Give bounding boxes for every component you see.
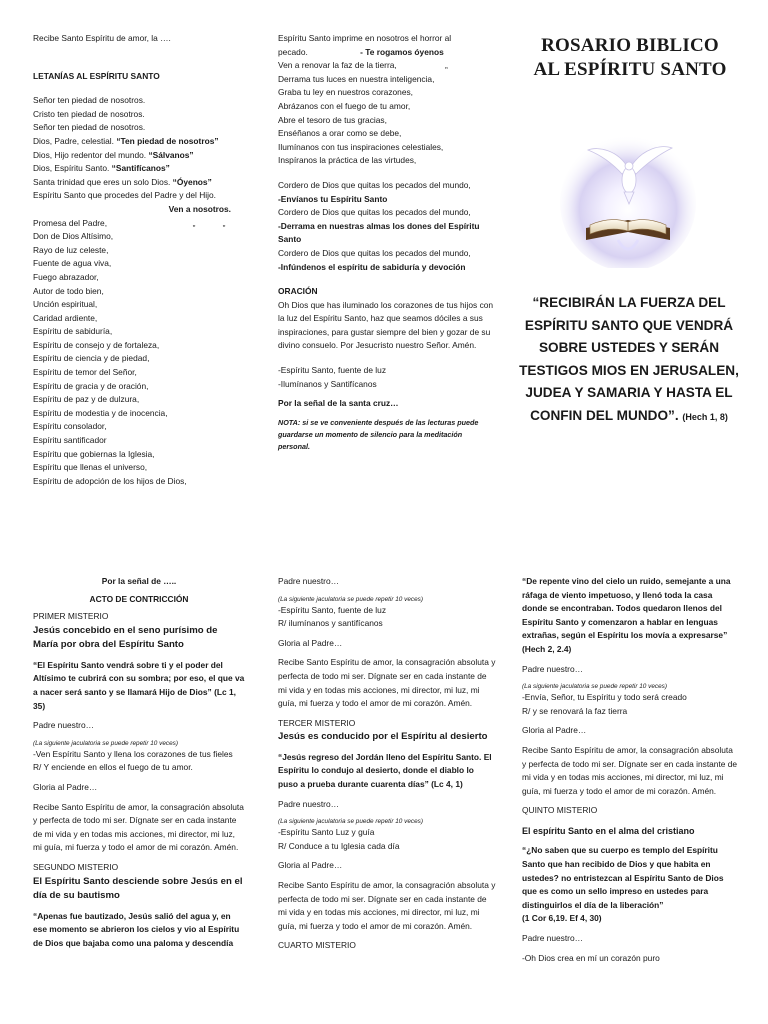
invocation-item: Espíritu de paz y de dulzura, (33, 394, 140, 405)
invocation-item: Espíritu consolador, (33, 421, 107, 432)
sign-of: Por la señal de ….. (101, 576, 177, 586)
lamb-of-god (278, 179, 496, 274)
invocation-item: Espíritu de modestia y de inocencia, (33, 407, 168, 418)
cover-quote (518, 292, 740, 429)
cover-title-2: AL ESPÍRITU SANTO (533, 59, 727, 80)
gloria: Gloria al Padre… (522, 725, 587, 736)
panel-top-right (520, 34, 740, 82)
mystery-4-label: CUARTO MISTERIO (278, 940, 356, 951)
dove-over-bible-icon (558, 128, 698, 268)
invocation-item: Don de Dios Altísimo, (33, 231, 114, 242)
nota: NOTA: si se ve conveniente después de las lecturas puede guardarse un momento de silencio para la meditación personal. (278, 417, 479, 451)
jaculatoria-4: -Envía, Señor, tu Espíritu y todo será creado (522, 692, 687, 703)
gloria-2: Gloria al Padre… (278, 860, 343, 871)
panel-top-left (33, 32, 245, 488)
jaculatoria-2: -Espíritu Santo, fuente de luz (278, 604, 387, 615)
panel-top-middle (278, 32, 496, 453)
invocation-item: Espíritu que gobiernas la Iglesia, (33, 448, 155, 459)
litany-line (33, 121, 245, 135)
mystery-3-title: Jesús es conducido por el Espíritu al desierto (278, 731, 488, 743)
consagracion-2: Recibe Santo Espíritu de amor, la consagración absoluta y perfecta de todo mi ser. Dígnate ser en cada instante de mi vida y en todas mis acciones, mi director, mi luz, mi guía, mi fuerza y todo el amor de mi corazón. Amén. (278, 880, 496, 931)
consagracion: Recibe Santo Espíritu de amor, la consagración absoluta y perfecta de todo mi ser. Dígnate ser en cada instante de mi vida y en todas mis acciones, mi director, mi luz, mi guía, mi fuerza y todo el amor de mi corazón. Amén. (33, 801, 244, 853)
ditto-marks (179, 217, 239, 231)
invocation-item: Espíritu de gracia y de oración, (33, 380, 149, 391)
jaculatoria-1: -Ven Espíritu Santo y llena los corazones de tus fieles (33, 748, 233, 759)
jaculatoria-3-response: R/ Conduce a tu Iglesia cada día (278, 840, 400, 851)
oracion-text: Oh Dios que has iluminado los corazones de tus hijos con la luz del Espíritu Santo, haz que seamos dóciles a sus inspiraciones, para gustar siempre del bien y gozar de su divino consuelo. Por Jesucristo nuestro Señor. Amén. (278, 299, 494, 351)
petition-list (278, 73, 496, 168)
pecado-text: pecado. (278, 46, 308, 57)
padre-nuestro: Padre nuestro… (278, 576, 339, 586)
invocation-item: Espíritu de adopción de los hijos de Dios, (33, 475, 187, 486)
consagracion: Recibe Santo Espíritu de amor, la consagración absoluta y perfecta de todo mi ser. Dígnate ser en cada instante de mi vida y en todas mis acciones, mi director, mi luz, mi guía, mi fuerza y todo el amor de mi corazón. Amén. (278, 657, 496, 709)
cover-quote-block (518, 292, 740, 429)
litany-line (33, 189, 245, 203)
mystery-2-label: SEGUNDO MISTERIO (33, 861, 119, 872)
lamb-response: -Derrama en nuestras almas los dones del Espíritu Santo (278, 220, 480, 245)
closing-1: -Espíritu Santo, fuente de luz (278, 365, 387, 376)
litany-line-text: Santa trinidad que eres un solo Dios. (33, 176, 173, 187)
mystery-4-quote: “De repente vino del cielo un ruido, semejante a una ráfaga de viento impetuoso, y llenó toda la casa donde se encontraban. Todos quedaron llenos del Espíritu Santo y comenzaron a hablar en lenguas extrañas, según el Espíritu los movía a expresarse” (Hech 2, 2.4) (522, 576, 731, 654)
mystery-5-ref: (1 Cor 6,19. Ef 4, 30) (522, 913, 602, 924)
lamb-response: -Infúndenos el espíritu de sabiduría y devoción (278, 261, 466, 272)
cover-quote-ref: (Hech 1, 8) (682, 411, 728, 422)
renovar-text: Ven a renovar la faz de la tierra, (278, 60, 397, 71)
invocation-item: Espíritu de sabiduría, (33, 326, 113, 337)
panel-bottom-middle (278, 575, 496, 953)
ditto-mark: „ (222, 217, 226, 228)
act-contrition: ACTO DE CONTRICCIÓN (89, 593, 189, 604)
panel-bottom-right (522, 575, 738, 965)
invocation-item: Espíritu de consejo y de fortaleza, (33, 339, 160, 350)
te-rogamos: - Te rogamos óyenos (360, 46, 444, 57)
gloria: Gloria al Padre… (33, 781, 98, 792)
gloria: Gloria al Padre… (278, 637, 343, 648)
jaculatoria-response: R/ Y enciende en ellos el fuego de tu amor. (33, 762, 193, 773)
petition-item: Abrázanos con el fuego de tu amor, (278, 100, 411, 111)
padre-nuestro: Padre nuestro… (33, 720, 94, 731)
padre-nuestro: Padre nuestro… (522, 663, 583, 674)
closing-2: -Ilumínanos y Santifícanos (278, 378, 377, 389)
invocation-item: Autor de todo bien, (33, 285, 104, 296)
mystery-5-title: El espíritu Santo en el alma del cristiano (522, 825, 695, 836)
litany-line-response: “Santifícanos” (111, 163, 170, 174)
dove-bible-image (558, 128, 698, 268)
invocation-item: Espíritu santificador (33, 435, 107, 446)
consagracion: Recibe Santo Espíritu de amor, la consagración absoluta y perfecta de todo mi ser. Dígnate ser en cada instante de mi vida y en todas mis acciones, mi director, mi luz, mi guía, mi fuerza y todo el amor de mi corazón. Amén. (522, 744, 738, 796)
mystery-1-title: Jesús concebido en el seno purísimo de María por obra del Espíritu Santo (33, 624, 218, 651)
jaculatoria-5: -Oh Dios crea en mí un corazón puro (522, 952, 660, 963)
cover-quote-text: “RECIBIRÁN LA FUERZA DEL ESPÍRITU SANTO QUE VENDRÁ SOBRE USTEDES Y SERÁN TESTIGOS MIOS EN JERUSALEN, JUDEA Y SAMARIA Y HASTA EL CONFIN DEL MUNDO”. (519, 295, 739, 423)
mystery-3-quote: “Jesús regreso del Jordán lleno del Espíritu Santo. El Espíritu lo condujo al desierto, donde el diablo lo puso a prueba durante cuarenta días” (Lc 4, 1) (278, 751, 492, 790)
mystery-1-quote: “El Espíritu Santo vendrá sobre ti y el poder del Altísimo te cubrirá con su sombra; por eso, el que va a nacer será santo y se llamará Hijo de Dios” (Lc 1, 35) (33, 659, 245, 711)
invocation-item: Caridad ardiente, (33, 312, 98, 323)
mystery-5-quote: “¿No saben que su cuerpo es templo del Espíritu Santo que han recibido de Dios y que habita en ustedes? no entristezcan al Espíritu Santo de Dios que es como un sello impreso en ustedes para distinguirlos el día de la liberación” (522, 845, 724, 910)
litany-line (33, 162, 245, 176)
jaculatoria-note-2: (La siguiente jaculatoria se puede repetir 10 veces) (278, 818, 423, 826)
lamb-invocation: Cordero de Dios que quitas los pecados del mundo, (278, 179, 471, 190)
petition-item: Ilumínanos con tus inspiraciones celestiales, (278, 141, 444, 152)
invocation-item: Espíritu de temor del Señor, (33, 367, 137, 378)
panel-bottom-left (33, 575, 245, 950)
litany-line-response: “Ten piedad de nosotros” (116, 135, 219, 146)
invocation-item: Fuego abrazador, (33, 271, 99, 282)
litany-line (33, 135, 245, 149)
litany-title: LETANÍAS AL ESPÍRITU SANTO (33, 70, 160, 81)
litany-line-text: Dios, Padre, celestial. (33, 135, 117, 146)
invocation-item: Espíritu que llenas el universo, (33, 462, 148, 473)
intro-line: Recibe Santo Espíritu de amor, la …. (33, 33, 171, 43)
invocation-item: Promesa del Padre, (33, 217, 108, 228)
litany-line-text: Señor ten piedad de nosotros. (33, 122, 146, 133)
petition-item: Inspíranos la práctica de las virtudes, (278, 155, 417, 166)
litany-line (33, 108, 245, 122)
jaculatoria-note: (La siguiente jaculatoria se puede repetir 10 veces) (522, 683, 667, 691)
litany-line (33, 176, 245, 190)
lamb-invocation: Cordero de Dios que quitas los pecados del mundo, (278, 247, 471, 258)
litany-line-text: Espíritu Santo que procedes del Padre y del Hijo. (33, 190, 216, 201)
mystery-2-quote: “Apenas fue bautizado, Jesús salió del agua y, en ese momento se abrieron los cielos y vio al Espíritu de Dios que bajaba como una paloma y descendía (33, 910, 240, 948)
petition-item: Abre el tesoro de tus gracias, (278, 114, 387, 125)
petition-item: Graba tu ley en nuestros corazones, (278, 87, 414, 98)
litany-line-text: Dios, Hijo redentor del mundo. (33, 149, 149, 160)
invocation-item: Unción espiritual, (33, 299, 98, 310)
invocation-item: Rayo de luz celeste, (33, 244, 109, 255)
invocation-item: Espíritu de ciencia y de piedad, (33, 353, 150, 364)
jaculatoria-note: (La siguiente jaculatoria se puede repetir 10 veces) (278, 595, 423, 603)
jaculatoria-note: (La siguiente jaculatoria se puede repetir 10 veces) (33, 739, 178, 747)
lamb-invocation: Cordero de Dios que quitas los pecados del mundo, (278, 207, 471, 218)
litany-lines (33, 94, 245, 203)
litany-line (33, 94, 245, 108)
litany-line-text: Cristo ten piedad de nosotros. (33, 108, 145, 119)
mystery-3-label: TERCER MISTERIO (278, 717, 356, 728)
ditto-mark: „ (445, 60, 448, 71)
litany-line (33, 149, 245, 163)
line-renovar (278, 59, 496, 73)
petition-item: Derrama tus luces en nuestra inteligencia, (278, 73, 435, 84)
invocation-list (33, 217, 245, 489)
sign-cross: Por la señal de la santa cruz… (278, 398, 399, 409)
padre-nuestro-2: Padre nuestro… (278, 798, 339, 809)
litany-line-text: Dios, Espíritu Santo. (33, 163, 112, 174)
mystery-2-title: El Espíritu Santo desciende sobre Jesús en el día de su bautismo (33, 875, 243, 901)
jaculatoria-3: -Espíritu Santo Luz y guía (278, 827, 375, 838)
lamb-response: -Envíanos tu Espíritu Santo (278, 193, 388, 204)
mystery-5-label: QUINTO MISTERIO (522, 805, 598, 816)
padre-nuestro-5: Padre nuestro… (522, 932, 583, 943)
cover-title-1: ROSARIO BIBLICO (541, 35, 719, 56)
oracion-title: ORACIÓN (278, 286, 318, 297)
litany-response: Ven a nosotros. (168, 203, 231, 214)
litany-line-text: Señor ten piedad de nosotros. (33, 95, 146, 106)
petition-item: Enséñanos a orar como se debe, (278, 128, 402, 139)
ditto-mark: „ (192, 217, 196, 228)
jaculatoria-2-response: R/ ilumínanos y santifícanos (278, 618, 383, 629)
line-pecado (278, 46, 496, 60)
mystery-1-label: PRIMER MISTERIO (33, 611, 109, 622)
invocation-item: Fuente de agua viva, (33, 258, 112, 269)
litany-line-response: “Sálvanos” (148, 149, 194, 160)
line-horror: Espíritu Santo imprime en nosotros el horror al (278, 33, 452, 43)
litany-line-response: “Óyenos” (172, 176, 212, 187)
jaculatoria-4-response: R/ y se renovará la faz tierra (522, 705, 628, 716)
